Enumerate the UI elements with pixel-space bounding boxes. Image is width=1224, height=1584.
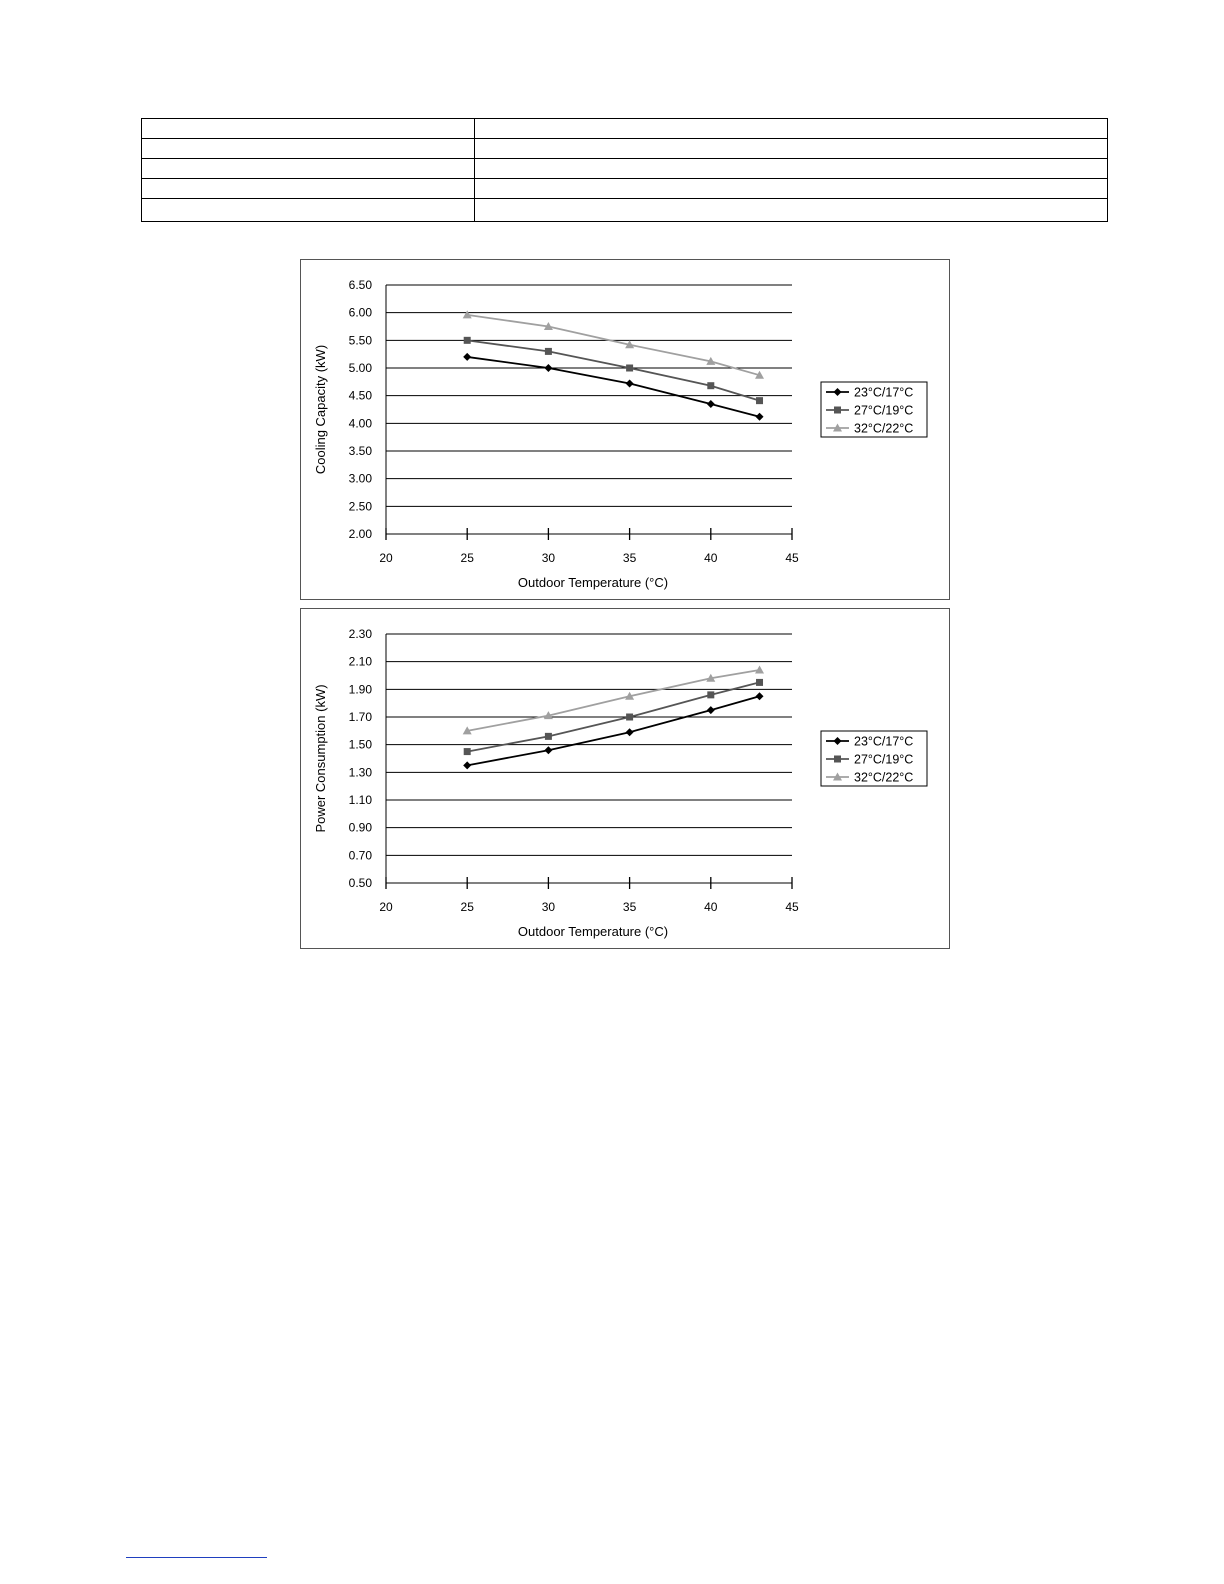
data-point bbox=[755, 665, 764, 673]
y-tick-label: 2.50 bbox=[348, 499, 372, 514]
data-point bbox=[463, 353, 471, 361]
y-tick-label: 0.50 bbox=[348, 876, 372, 890]
data-point bbox=[545, 733, 552, 740]
y-tick-label: 1.30 bbox=[348, 765, 372, 780]
table-cell bbox=[475, 159, 1108, 179]
x-tick-label: 30 bbox=[541, 900, 556, 914]
series-line bbox=[467, 696, 759, 765]
table-row bbox=[142, 119, 1108, 139]
y-tick-label: 6.00 bbox=[348, 305, 372, 320]
y-tick-label: 3.00 bbox=[348, 471, 372, 486]
series-line bbox=[467, 340, 759, 400]
x-tick-label: 40 bbox=[704, 900, 718, 914]
x-tick-label: 45 bbox=[785, 900, 799, 914]
x-tick-label: 20 bbox=[379, 900, 393, 914]
y-tick-label: 5.00 bbox=[348, 361, 372, 375]
table-cell bbox=[142, 159, 475, 179]
table-cell bbox=[475, 139, 1108, 159]
power-consumption-plot bbox=[301, 609, 949, 948]
legend bbox=[821, 382, 927, 437]
data-point bbox=[707, 691, 714, 698]
data-point bbox=[626, 728, 634, 736]
table-row bbox=[142, 179, 1108, 199]
table-cell bbox=[142, 119, 475, 139]
legend bbox=[821, 731, 927, 786]
y-tick-label: 1.10 bbox=[348, 793, 372, 807]
data-point bbox=[707, 706, 715, 714]
table-row bbox=[142, 139, 1108, 159]
y-tick-label: 2.00 bbox=[348, 527, 372, 541]
legend-entry: 32°C/22°C bbox=[854, 421, 914, 436]
y-axis-label: Power Consumption (kW) bbox=[313, 684, 328, 833]
table-cell bbox=[142, 179, 475, 199]
data-point bbox=[464, 337, 471, 344]
series-27-c-19-c bbox=[464, 337, 763, 404]
table-cell bbox=[475, 199, 1108, 222]
data-point bbox=[626, 714, 633, 721]
x-tick-label: 25 bbox=[460, 900, 474, 914]
x-tick-label: 35 bbox=[622, 551, 637, 565]
table-cell bbox=[142, 199, 475, 222]
data-point bbox=[756, 413, 764, 421]
x-tick-label: 35 bbox=[622, 900, 637, 914]
data-point bbox=[544, 746, 552, 754]
cooling-capacity-chart bbox=[300, 259, 950, 600]
data-point bbox=[626, 365, 633, 372]
table-cell bbox=[475, 119, 1108, 139]
data-point bbox=[756, 679, 763, 686]
data-point bbox=[707, 400, 715, 408]
data-point bbox=[545, 348, 552, 355]
data-point bbox=[463, 310, 472, 318]
data-point bbox=[464, 748, 471, 755]
y-tick-label: 1.70 bbox=[348, 710, 372, 724]
x-axis-label: Outdoor Temperature (°C) bbox=[517, 575, 669, 590]
series-32-c-22-c bbox=[463, 665, 764, 734]
y-tick-label: 1.50 bbox=[348, 737, 372, 752]
x-tick-label: 25 bbox=[460, 551, 474, 565]
series-line bbox=[467, 315, 759, 375]
y-tick-label: 0.90 bbox=[348, 820, 372, 835]
legend-swatch-marker bbox=[834, 756, 841, 763]
spec-table bbox=[141, 118, 1108, 222]
footer-rule bbox=[126, 1557, 267, 1558]
legend-entry: 23°C/17°C bbox=[854, 385, 914, 400]
table-cell bbox=[142, 139, 475, 159]
table-row bbox=[142, 159, 1108, 179]
data-point bbox=[707, 382, 714, 389]
y-tick-label: 2.30 bbox=[348, 627, 372, 641]
data-point bbox=[756, 397, 763, 404]
y-tick-label: 3.50 bbox=[348, 444, 372, 458]
cooling-capacity-plot bbox=[301, 260, 949, 599]
y-tick-label: 6.50 bbox=[348, 278, 372, 292]
legend-entry: 27°C/19°C bbox=[854, 403, 914, 418]
table-cell bbox=[475, 179, 1108, 199]
legend-swatch-marker bbox=[834, 407, 841, 414]
x-tick-label: 20 bbox=[379, 551, 393, 565]
y-tick-label: 5.50 bbox=[348, 333, 372, 348]
legend-entry: 27°C/19°C bbox=[854, 752, 914, 767]
x-tick-label: 45 bbox=[785, 551, 799, 565]
y-tick-label: 4.50 bbox=[348, 388, 372, 403]
x-tick-label: 30 bbox=[541, 551, 556, 565]
y-tick-label: 0.70 bbox=[348, 848, 372, 863]
data-point bbox=[544, 364, 552, 372]
y-axis-label: Cooling Capacity (kW) bbox=[313, 344, 328, 475]
power-consumption-chart bbox=[300, 608, 950, 949]
y-tick-label: 4.00 bbox=[348, 416, 372, 431]
legend-entry: 32°C/22°C bbox=[854, 770, 914, 785]
data-point bbox=[626, 379, 634, 387]
table-row bbox=[142, 199, 1108, 222]
legend-entry: 23°C/17°C bbox=[854, 734, 914, 749]
y-tick-label: 1.90 bbox=[348, 682, 372, 697]
x-tick-label: 40 bbox=[704, 551, 718, 565]
data-point bbox=[756, 692, 764, 700]
y-tick-label: 2.10 bbox=[348, 654, 372, 669]
x-axis-label: Outdoor Temperature (°C) bbox=[517, 924, 669, 939]
series-23-c-17-c bbox=[463, 692, 763, 769]
data-point bbox=[463, 761, 471, 769]
